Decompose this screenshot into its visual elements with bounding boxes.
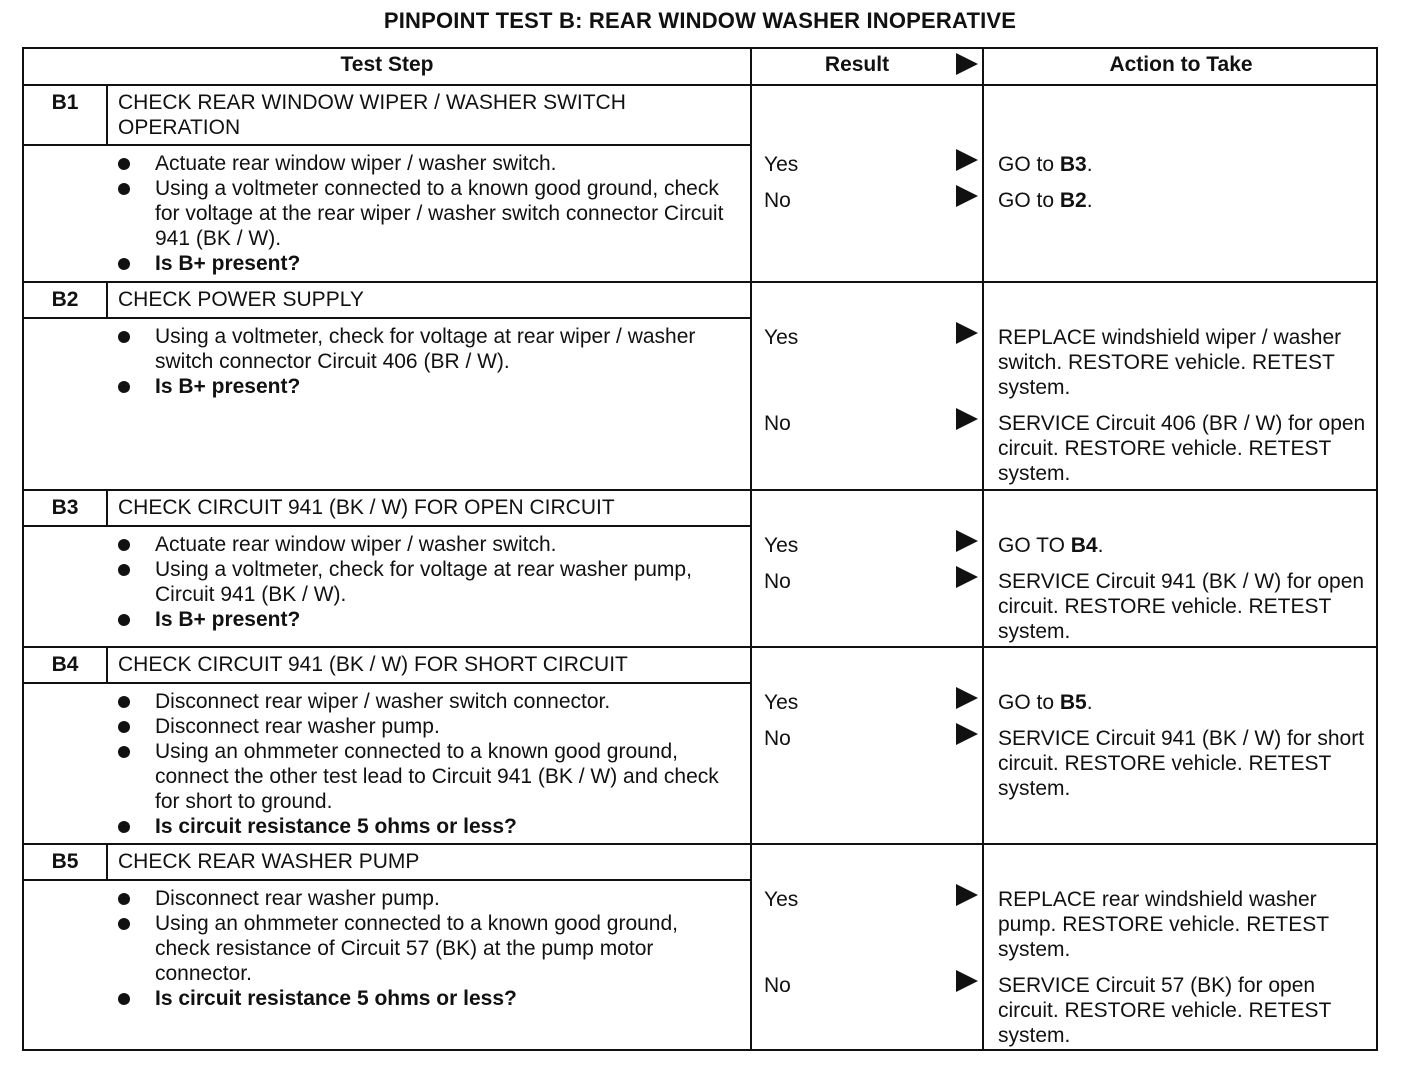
step-id: B1 <box>51 91 79 114</box>
bullet-icon <box>118 918 130 930</box>
bullet-item: Using a voltmeter connected to a known good ground, check for voltage at the rear wiper / washer switch connector Circuit 941 (BK / W). <box>118 176 738 251</box>
action-text: GO to B5. <box>998 691 1093 714</box>
step-id-divider <box>106 646 108 682</box>
action-text: REPLACE windshield wiper / washer switch. RESTORE vehicle. RETEST system. <box>998 326 1342 399</box>
header-test-step: Test Step <box>340 53 434 76</box>
bullet-item: Using an ohmmeter connected to a known good ground, check resistance of Circuit 57 (BK) at the pump motor connector. <box>118 911 738 986</box>
bullet-icon <box>118 183 130 195</box>
step-title-divider <box>24 144 751 146</box>
step-bullets <box>118 532 738 632</box>
action-text: SERVICE Circuit 406 (BR / W) for open circuit. RESTORE vehicle. RETEST system. <box>998 412 1366 485</box>
step-bullets <box>118 689 738 839</box>
step-divider <box>24 646 1376 648</box>
result-arrow-icon <box>956 530 978 552</box>
bullet-icon <box>118 539 130 551</box>
bullet-item: Disconnect rear washer pump. <box>118 886 738 911</box>
bullet-question: Is circuit resistance 5 ohms or less? <box>118 986 738 1011</box>
bullet-item: Actuate rear window wiper / washer switch. <box>118 532 738 557</box>
action-text: GO TO B4. <box>998 534 1104 557</box>
column-divider-action <box>982 49 984 1049</box>
result-arrow-icon <box>956 687 978 709</box>
step-id-divider <box>106 281 108 317</box>
result-label: No <box>764 570 791 593</box>
bullet-icon <box>118 893 130 905</box>
result-label: Yes <box>764 534 799 557</box>
step-title: CHECK REAR WASHER PUMP <box>118 850 420 873</box>
result-label: No <box>764 974 791 997</box>
action-text: SERVICE Circuit 941 (BK / W) for short circuit. RESTORE vehicle. RETEST system. <box>998 727 1365 800</box>
result-arrow-icon <box>956 185 978 207</box>
result-label: Yes <box>764 326 799 349</box>
step-bullets <box>118 151 738 276</box>
pinpoint-test-table <box>22 47 1378 1051</box>
step-title-divider <box>24 682 751 684</box>
bullet-item: Disconnect rear washer pump. <box>118 714 738 739</box>
header-action: Action to Take <box>1109 53 1253 76</box>
result-label: No <box>764 189 791 212</box>
header-arrow-icon <box>956 53 978 75</box>
bullet-item: Actuate rear window wiper / washer switch. <box>118 151 738 176</box>
action-text: GO to B3. <box>998 153 1093 176</box>
bullet-item: Disconnect rear wiper / washer switch connector. <box>118 689 738 714</box>
action-text: SERVICE Circuit 57 (BK) for open circuit. RESTORE vehicle. RETEST system. <box>998 974 1331 1047</box>
bullet-icon <box>118 993 130 1005</box>
bullet-icon <box>118 614 130 626</box>
bullet-icon <box>118 696 130 708</box>
step-id: B5 <box>51 850 79 873</box>
page-title: PINPOINT TEST B: REAR WINDOW WASHER INOPERATIVE <box>383 8 1017 33</box>
bullet-icon <box>118 564 130 576</box>
result-label: No <box>764 412 791 435</box>
step-title-divider <box>24 317 751 319</box>
bullet-icon <box>118 821 130 833</box>
bullet-question: Is B+ present? <box>118 374 738 399</box>
step-title: CHECK POWER SUPPLY <box>118 288 364 311</box>
result-arrow-icon <box>956 723 978 745</box>
result-label: No <box>764 727 791 750</box>
step-title-divider <box>24 525 751 527</box>
header-divider <box>24 84 1376 86</box>
result-arrow-icon <box>956 149 978 171</box>
bullet-icon <box>118 381 130 393</box>
step-id-divider <box>106 843 108 879</box>
bullet-item: Using a voltmeter, check for voltage at rear washer pump, Circuit 941 (BK / W). <box>118 557 738 607</box>
result-arrow-icon <box>956 970 978 992</box>
result-arrow-icon <box>956 884 978 906</box>
step-title-divider <box>24 879 751 881</box>
result-label: Yes <box>764 888 799 911</box>
bullet-icon <box>118 746 130 758</box>
action-text: SERVICE Circuit 941 (BK / W) for open circuit. RESTORE vehicle. RETEST system. <box>998 570 1365 643</box>
step-divider <box>24 843 1376 845</box>
result-label: Yes <box>764 153 799 176</box>
step-divider <box>24 281 1376 283</box>
step-bullets <box>118 324 738 399</box>
bullet-icon <box>118 158 130 170</box>
step-id: B2 <box>51 288 79 311</box>
step-bullets <box>118 886 738 1011</box>
bullet-question: Is B+ present? <box>118 607 738 632</box>
step-divider <box>24 489 1376 491</box>
result-label: Yes <box>764 691 799 714</box>
step-id: B4 <box>51 653 79 676</box>
step-title: CHECK REAR WINDOW WIPER / WASHER SWITCH OPERATION <box>118 91 626 139</box>
step-id-divider <box>106 84 108 144</box>
action-text: GO to B2. <box>998 189 1093 212</box>
column-divider-result <box>750 49 752 1049</box>
header-result: Result <box>824 53 890 76</box>
result-arrow-icon <box>956 408 978 430</box>
result-arrow-icon <box>956 322 978 344</box>
step-title: CHECK CIRCUIT 941 (BK / W) FOR SHORT CIRCUIT <box>118 653 628 676</box>
result-arrow-icon <box>956 566 978 588</box>
step-title: CHECK CIRCUIT 941 (BK / W) FOR OPEN CIRCUIT <box>118 496 615 519</box>
bullet-icon <box>118 721 130 733</box>
bullet-question: Is circuit resistance 5 ohms or less? <box>118 814 738 839</box>
step-id-divider <box>106 489 108 525</box>
action-text: REPLACE rear windshield washer pump. RESTORE vehicle. RETEST system. <box>998 888 1329 961</box>
bullet-icon <box>118 258 130 270</box>
bullet-item: Using a voltmeter, check for voltage at rear wiper / washer switch connector Circuit 406 (BR / W). <box>118 324 738 374</box>
bullet-item: Using an ohmmeter connected to a known good ground, connect the other test lead to Circuit 941 (BK / W) and check for short to ground. <box>118 739 738 814</box>
bullet-question: Is B+ present? <box>118 251 738 276</box>
step-id: B3 <box>51 496 79 519</box>
bullet-icon <box>118 331 130 343</box>
